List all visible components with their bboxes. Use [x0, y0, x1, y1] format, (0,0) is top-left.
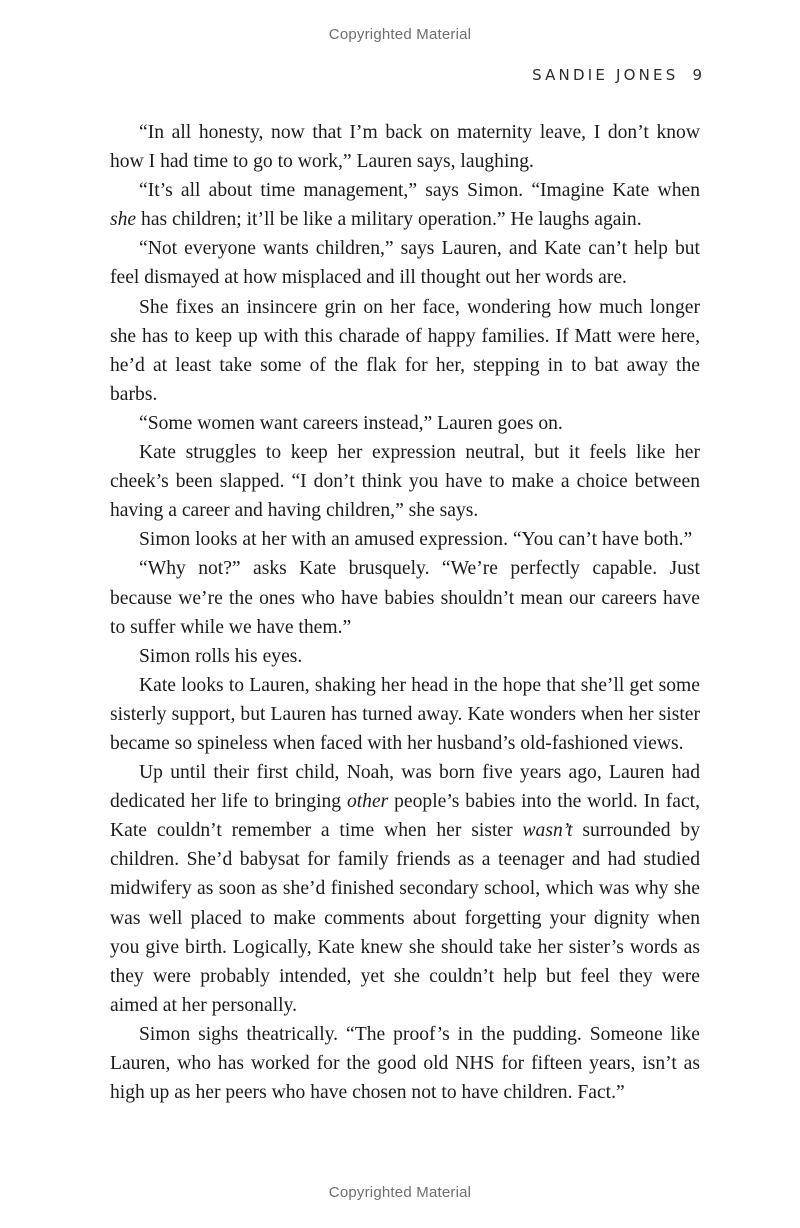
paragraph: Kate struggles to keep her expression neutral, but it feels like her cheek’s been slapped. “I don’t think you have to make a choice between having a career and having children,” she says.	[110, 442, 700, 522]
body-text	[110, 118, 700, 1107]
paragraph: Up until their first child, Noah, was born five years ago, Lauren had dedicated her life to bringing other people’s babies into the world. In fact, Kate couldn’t remember a time when her sister wasn’t surrounded by children. She’d babysat for family friends as a teenager and had studied midwifery as soon as she’d finished secondary school, which was why she was well placed to make comments about forgetting your dignity when you give birth. Logically, Kate knew she should take her sister’s words as they were probably intended, yet she couldn’t help but feel they were aimed at her personally.	[110, 762, 701, 1016]
paragraph: “Why not?” asks Kate brusquely. “We’re perfectly capable. Just because we’re the ones who have babies shouldn’t mean our careers have to suffer while we have them.”	[110, 558, 700, 638]
paragraph: Kate looks to Lauren, shaking her head in the hope that she’ll get some sisterly support, but Lauren has turned away. Kate wonders when her sister became so spineless when faced with her husband’s old-fashioned views.	[110, 674, 700, 754]
paragraph: Simon sighs theatrically. “The proof’s in the pudding. Someone like Lauren, who has worked for the good old NHS for fifteen years, isn’t as high up as her peers who have chosen not to have children. Fact.”	[110, 1023, 700, 1104]
copyright-watermark-top: Copyrighted Material	[328, 26, 472, 43]
running-head-author: SANDIE JONES	[532, 66, 679, 84]
page-number: 9	[692, 66, 702, 84]
paragraph: “It’s all about time management,” says Simon. “Imagine Kate when she has children; it’ll be like a military operation.” He laughs again.	[110, 180, 700, 231]
paragraph: She fixes an insincere grin on her face, wondering how much longer she has to keep up with this charade of happy families. If Matt were here, he’d at least take some of the flak for her, stepping in to bat away the barbs.	[110, 296, 700, 405]
paragraph: “Some women want careers instead,” Lauren goes on.	[139, 412, 563, 434]
running-head	[532, 66, 702, 84]
paragraph: “Not everyone wants children,” says Lauren, and Kate can’t help but feel dismayed at how misplaced and ill thought out her words are.	[110, 238, 700, 289]
paragraph: “In all honesty, now that I’m back on maternity leave, I don’t know how I had time to go to work,” Lauren says, laughing.	[110, 122, 700, 173]
paragraph: Simon rolls his eyes.	[139, 645, 303, 667]
paragraph: Simon looks at her with an amused expression. “You can’t have both.”	[139, 529, 693, 551]
copyright-watermark-bottom: Copyrighted Material	[328, 1184, 472, 1201]
